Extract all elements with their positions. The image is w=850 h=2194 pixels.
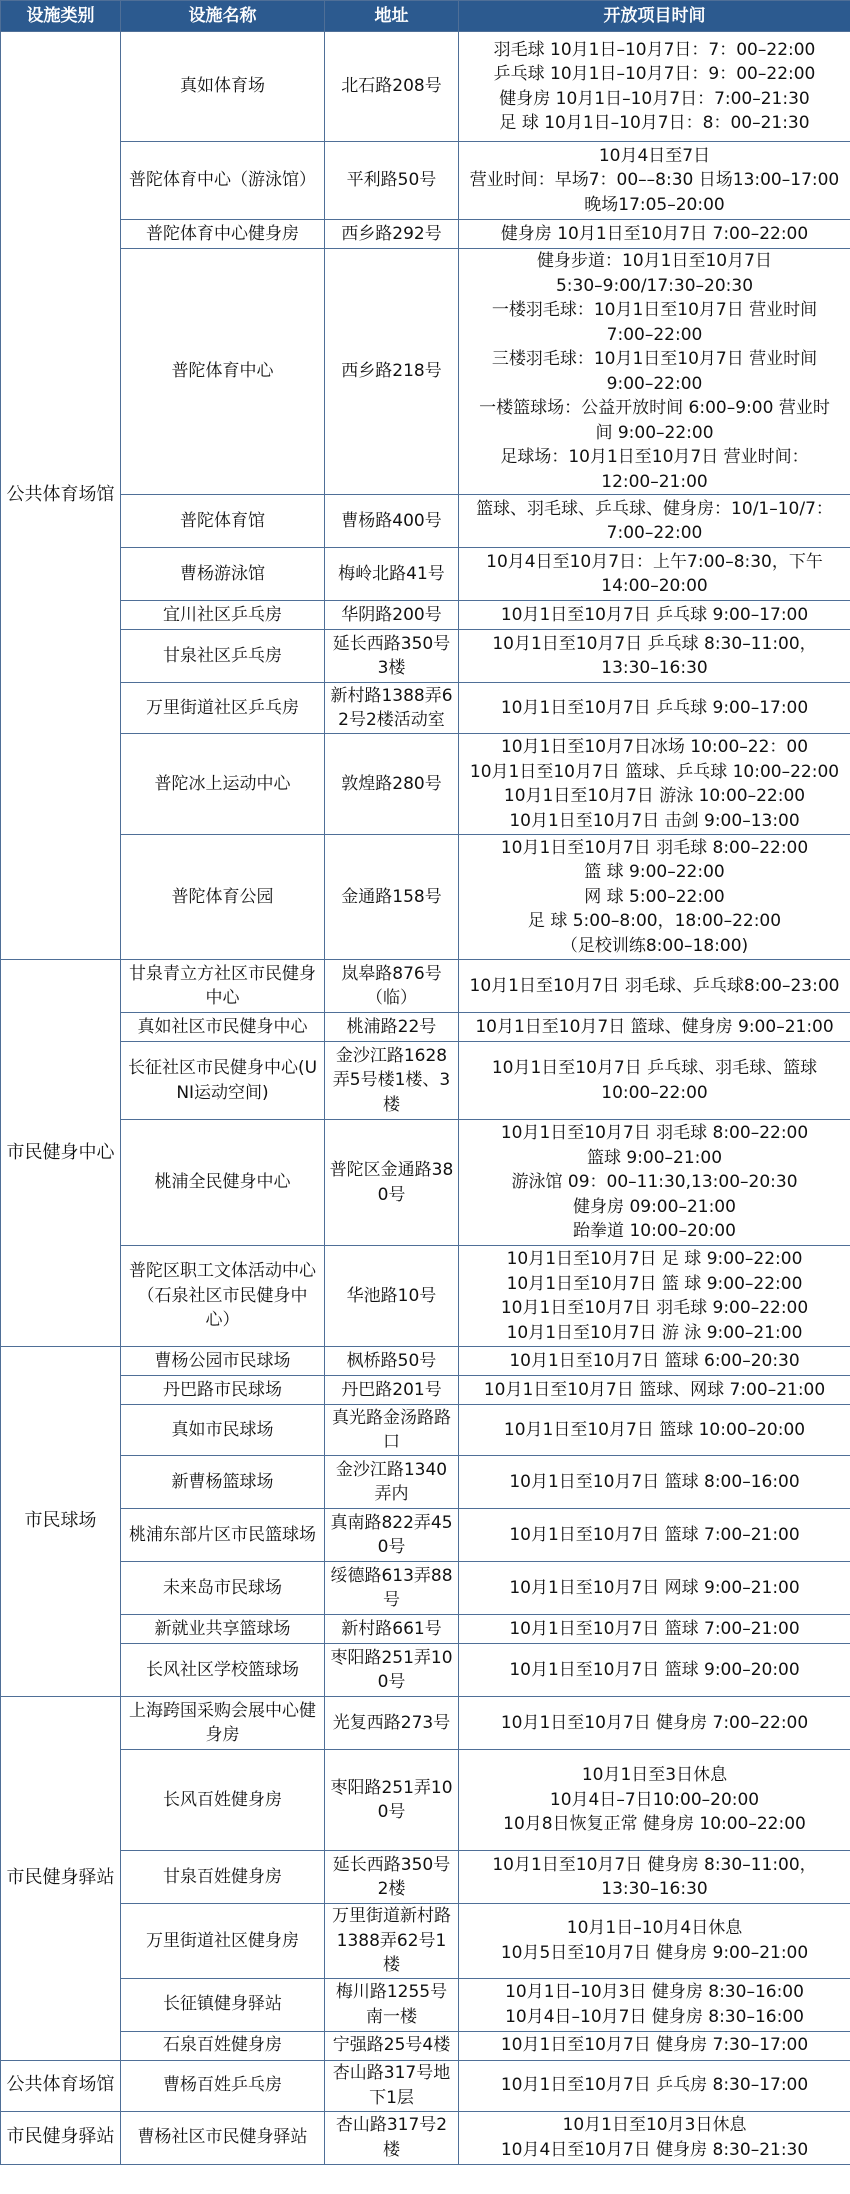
hours-cell — [459, 1456, 850, 1509]
facility-name-cell: 普陀体育中心健身房 — [121, 220, 325, 249]
hours-line: 10月1日至10月7日 健身房 7:30–17:00 — [500, 2035, 809, 2056]
hours-line: 篮球 9:00–21:00 — [586, 1147, 723, 1168]
table-row — [1, 835, 850, 960]
hours-cell — [459, 1120, 850, 1246]
category-cell: 市民健身驿站 — [1, 1697, 121, 2061]
table-row — [1, 1376, 850, 1405]
table-row — [1, 495, 850, 548]
hours-line: 网 球 5:00–22:00 — [584, 886, 725, 907]
hours-line: 10月1日至10月7日 健身房 8:30–11:00， — [492, 1854, 817, 1875]
hours-line: 10月1日至10月7日 篮球 7:00–21:00 — [509, 1618, 800, 1639]
hours-line: 10月1日至10月7日 羽毛球 9:00–22:00 — [500, 1298, 809, 1318]
hours-cell — [459, 2031, 850, 2060]
table-row — [1, 960, 850, 1013]
hours-cell — [459, 2111, 850, 2164]
facility-name-cell: 真如社区市民健身中心 — [121, 1013, 325, 1042]
hours-cell — [459, 1697, 850, 1750]
hours-cell — [459, 2060, 850, 2111]
facility-name-cell: 长征社区市民健身中心(UNI运动空间) — [121, 1042, 325, 1120]
hours-line: 健身房 10月1日–10月7日：7:00–21:30 — [499, 88, 810, 109]
address-cell: 梅岭北路41号 — [325, 548, 459, 601]
hours-cell — [459, 1562, 850, 1615]
hours-line: 10月1日至10月7日 篮球、乒乓球 10:00–22:00 — [469, 761, 840, 782]
address-cell: 延长西路350号2楼 — [325, 1851, 459, 1904]
table-row — [1, 220, 850, 249]
hours-line: 跆拳道 10:00–20:00 — [573, 1221, 736, 1242]
address-cell: 桃浦路22号 — [325, 1013, 459, 1042]
facility-name-cell: 桃浦全民健身中心 — [121, 1120, 325, 1246]
table-row — [1, 630, 850, 683]
hours-line: 乒乓球 10月1日–10月7日：9：00–22:00 — [493, 64, 816, 84]
address-cell: 华池路10号 — [325, 1246, 459, 1347]
hours-line: 三楼羽毛球：10月1日至10月7日 营业时间 — [491, 349, 818, 369]
table-row — [1, 1456, 850, 1509]
facility-name-cell: 曹杨公园市民球场 — [121, 1347, 325, 1376]
hours-cell — [459, 1246, 850, 1347]
hours-line: 10月1日至3日休息 — [581, 1765, 728, 1786]
facility-name-cell: 宜川社区乒乓房 — [121, 601, 325, 630]
hours-line: 篮 球 9:00–22:00 — [584, 862, 725, 883]
header-row — [1, 1, 850, 32]
table-row — [1, 601, 850, 630]
address-cell: 华阴路200号 — [325, 601, 459, 630]
hours-line: 10:00–22:00 — [601, 1082, 708, 1103]
table-row — [1, 1904, 850, 1979]
table-row — [1, 1042, 850, 1120]
facility-name-cell: 真如体育场 — [121, 32, 325, 142]
address-cell: 延长西路350号3楼 — [325, 630, 459, 683]
table-row — [1, 734, 850, 835]
hours-line: 健身步道：10月1日至10月7日 — [537, 251, 772, 271]
address-cell: 西乡路218号 — [325, 249, 459, 495]
table-row — [1, 2111, 850, 2164]
facility-name-cell: 曹杨游泳馆 — [121, 548, 325, 601]
table-row — [1, 1562, 850, 1615]
hours-line: 10月1日至10月7日 游泳 10:00–22:00 — [503, 786, 806, 806]
table-row — [1, 1120, 850, 1246]
hours-line: 一楼篮球场：公益开放时间 6:00–9:00 营业时 — [479, 398, 830, 418]
table-row — [1, 1851, 850, 1904]
hours-line: 营业时间：早场7：00––8:30 日场13:00–17:00 — [469, 170, 840, 191]
hours-line: 9:00–22:00 — [606, 373, 703, 394]
table-row — [1, 1697, 850, 1750]
hours-cell — [459, 1978, 850, 2031]
address-cell: 枣阳路251弄100号 — [325, 1750, 459, 1851]
address-cell: 西乡路292号 — [325, 220, 459, 249]
hours-line: 13:30–16:30 — [601, 1879, 708, 1899]
address-cell: 敦煌路280号 — [325, 734, 459, 835]
table-row — [1, 1644, 850, 1697]
hours-line: 10月1日至10月7日 篮球 10:00–20:00 — [503, 1419, 806, 1440]
hours-line: 10月1日至10月7日 篮球 9:00–20:00 — [509, 1659, 800, 1680]
facility-name-cell: 普陀体育中心 — [121, 249, 325, 495]
hours-line: 10月1日至10月7日 羽毛球 8:00–22:00 — [500, 837, 809, 858]
header-category: 设施类别 — [1, 1, 121, 32]
hours-cell — [459, 630, 850, 683]
facility-name-cell: 普陀体育中心（游泳馆） — [121, 142, 325, 220]
hours-cell — [459, 1615, 850, 1644]
address-cell: 平利路50号 — [325, 142, 459, 220]
hours-line: 12:00–21:00 — [601, 471, 708, 492]
table-body — [1, 32, 850, 2165]
hours-cell — [459, 1347, 850, 1376]
hours-line: 14:00–20:00 — [601, 576, 708, 596]
hours-line: 10月4日至10月7日 健身房 8:30–21:30 — [500, 2139, 809, 2160]
facility-name-cell: 长风社区学校篮球场 — [121, 1644, 325, 1697]
facility-name-cell: 普陀体育公园 — [121, 835, 325, 960]
hours-line: 足 球 10月1日–10月7日：8：00–21:30 — [499, 113, 810, 133]
hours-line: 10月1日–10月3日 健身房 8:30–16:00 — [505, 1982, 804, 2002]
address-cell: 绥德路613弄88号 — [325, 1562, 459, 1615]
hours-cell — [459, 1750, 850, 1851]
address-cell: 杏山路317号地下1层 — [325, 2060, 459, 2111]
hours-line: 10月1日至10月7日 网球 9:00–21:00 — [509, 1577, 800, 1598]
address-cell: 金沙江路1340弄内 — [325, 1456, 459, 1509]
header-hours: 开放项目时间 — [459, 1, 850, 32]
hours-line: 健身房 09:00–21:00 — [573, 1196, 736, 1217]
facility-name-cell: 新就业共享篮球场 — [121, 1615, 325, 1644]
address-cell: 丹巴路201号 — [325, 1376, 459, 1405]
address-cell: 杏山路317号2楼 — [325, 2111, 459, 2164]
facility-name-cell: 万里街道社区乒乓房 — [121, 683, 325, 734]
category-cell: 市民球场 — [1, 1347, 121, 1697]
facility-name-cell: 上海跨国采购会展中心健身房 — [121, 1697, 325, 1750]
hours-line: 10月8日恢复正常 健身房 10:00–22:00 — [503, 1814, 806, 1835]
table-row — [1, 1347, 850, 1376]
hours-line: 健身房 10月1日至10月7日 7:00–22:00 — [500, 223, 809, 244]
hours-line: 10月1日至10月7日 羽毛球、乒乓球8:00–23:00 — [469, 975, 840, 996]
hours-line: 足球场：10月1日至10月7日 营业时间： — [500, 447, 809, 467]
hours-line: 10月4日–10月7日 健身房 8:30–16:00 — [505, 2006, 804, 2027]
hours-line: 间 9:00–22:00 — [595, 422, 714, 443]
hours-line: 7:00–22:00 — [606, 324, 703, 345]
hours-line: （足校训练8:00–18:00) — [560, 935, 749, 956]
address-cell: 枫桥路50号 — [325, 1347, 459, 1376]
address-cell: 枣阳路251弄100号 — [325, 1644, 459, 1697]
address-cell: 梅川路1255号南一楼 — [325, 1978, 459, 2031]
facility-name-cell: 甘泉社区乒乓房 — [121, 630, 325, 683]
table-row — [1, 683, 850, 734]
table-row — [1, 1246, 850, 1347]
facility-name-cell: 长征镇健身驿站 — [121, 1978, 325, 2031]
hours-line: 游泳馆 09：00–11:30,13:00–20:30 — [511, 1172, 798, 1193]
hours-cell — [459, 734, 850, 835]
hours-line: 10月4日至10月7日：上午7:00–8:30，下午 — [486, 551, 823, 572]
hours-line: 10月1日至10月7日 篮球、健身房 9:00–21:00 — [475, 1016, 834, 1037]
hours-line: 10月4日至7日 — [598, 145, 711, 166]
hours-line: 10月1日至10月3日休息 — [562, 2115, 747, 2135]
hours-line: 10月1日至10月7日 乒乓球 8:30–11:00， — [492, 633, 817, 654]
table-row — [1, 32, 850, 142]
address-cell: 金通路158号 — [325, 835, 459, 960]
hours-line: 10月1日至10月7日 健身房 7:00–22:00 — [500, 1712, 809, 1733]
hours-cell — [459, 1509, 850, 1562]
address-cell: 岚皋路876号（临） — [325, 960, 459, 1013]
category-cell: 市民健身驿站 — [1, 2111, 121, 2164]
address-cell: 曹杨路400号 — [325, 495, 459, 548]
table-row — [1, 2031, 850, 2060]
hours-cell — [459, 960, 850, 1013]
hours-line: 7:00–22:00 — [606, 523, 703, 543]
hours-cell — [459, 1013, 850, 1042]
hours-line: 10月1日至10月7日冰场 10:00–22：00 — [500, 737, 809, 757]
facility-name-cell: 普陀区职工文体活动中心（石泉社区市民健身中心） — [121, 1246, 325, 1347]
address-cell: 新村路661号 — [325, 1615, 459, 1644]
hours-line: 10月1日至10月7日 乒乓球、羽毛球、篮球 — [491, 1058, 818, 1078]
address-cell: 金沙江路1628弄5号楼1楼、3楼 — [325, 1042, 459, 1120]
facility-name-cell: 桃浦东部片区市民篮球场 — [121, 1509, 325, 1562]
hours-cell — [459, 1904, 850, 1979]
hours-line: 10月5日至10月7日 健身房 9:00–21:00 — [500, 1942, 809, 1963]
category-cell: 公共体育场馆 — [1, 2060, 121, 2111]
hours-cell — [459, 1644, 850, 1697]
table-row — [1, 249, 850, 495]
address-cell: 万里街道新村路1388弄62号1楼 — [325, 1904, 459, 1979]
hours-line: 10月1日至10月7日 游 泳 9:00–21:00 — [506, 1322, 803, 1343]
header-name: 设施名称 — [121, 1, 325, 32]
hours-cell — [459, 495, 850, 548]
hours-line: 5:30–9:00/17:30–20:30 — [555, 275, 754, 296]
hours-line: 10月4日–7日10:00–20:00 — [549, 1789, 760, 1810]
hours-line: 10月1日至10月7日 击剑 9:00–13:00 — [509, 810, 800, 831]
hours-cell — [459, 835, 850, 960]
address-cell: 新村路1388弄62号2楼活动室 — [325, 683, 459, 734]
facility-name-cell: 普陀冰上运动中心 — [121, 734, 325, 835]
table-row — [1, 1509, 850, 1562]
facility-name-cell: 普陀体育馆 — [121, 495, 325, 548]
table-row — [1, 142, 850, 220]
hours-cell — [459, 1405, 850, 1456]
hours-line: 10月1日至10月7日 羽毛球 8:00–22:00 — [500, 1123, 809, 1144]
facility-name-cell: 甘泉青立方社区市民健身中心 — [121, 960, 325, 1013]
hours-line: 13:30–16:30 — [601, 658, 708, 678]
table-row — [1, 1750, 850, 1851]
facility-name-cell: 曹杨百姓乒乓房 — [121, 2060, 325, 2111]
hours-line: 10月1日至10月7日 乒乓房 8:30–17:00 — [500, 2075, 809, 2096]
header-address: 地址 — [325, 1, 459, 32]
table-row — [1, 1978, 850, 2031]
table-row — [1, 2060, 850, 2111]
category-cell: 公共体育场馆 — [1, 32, 121, 960]
hours-line: 10月1日至10月7日 乒乓球 9:00–17:00 — [500, 604, 809, 625]
hours-line: 10月1日至10月7日 足 球 9:00–22:00 — [506, 1249, 803, 1269]
hours-line: 羽毛球 10月1日–10月7日：7：00–22:00 — [493, 39, 816, 60]
table-row — [1, 1615, 850, 1644]
hours-cell — [459, 142, 850, 220]
hours-cell — [459, 1376, 850, 1405]
facility-name-cell: 曹杨社区市民健身驿站 — [121, 2111, 325, 2164]
hours-cell — [459, 683, 850, 734]
facility-name-cell: 甘泉百姓健身房 — [121, 1851, 325, 1904]
facility-name-cell: 丹巴路市民球场 — [121, 1376, 325, 1405]
hours-cell — [459, 220, 850, 249]
address-cell: 真南路822弄450号 — [325, 1509, 459, 1562]
address-cell: 光复西路273号 — [325, 1697, 459, 1750]
facility-name-cell: 未来岛市民球场 — [121, 1562, 325, 1615]
table-row — [1, 1405, 850, 1456]
hours-cell — [459, 548, 850, 601]
facility-name-cell: 新曹杨篮球场 — [121, 1456, 325, 1509]
facility-name-cell: 石泉百姓健身房 — [121, 2031, 325, 2060]
hours-line: 篮球、羽毛球、乒乓球、健身房：10/1–10/7： — [476, 498, 833, 519]
address-cell: 宁强路25号4楼 — [325, 2031, 459, 2060]
table-row — [1, 1013, 850, 1042]
facility-name-cell: 长风百姓健身房 — [121, 1750, 325, 1851]
hours-cell — [459, 32, 850, 142]
hours-line: 一楼羽毛球：10月1日至10月7日 营业时间 — [491, 300, 818, 320]
facility-name-cell: 真如市民球场 — [121, 1405, 325, 1456]
hours-line: 晚场17:05–20:00 — [584, 194, 725, 215]
hours-line: 10月1日至10月7日 篮球 8:00–16:00 — [509, 1471, 800, 1492]
hours-line: 10月1日至10月7日 篮球 6:00–20:30 — [509, 1350, 800, 1371]
hours-cell — [459, 249, 850, 495]
hours-line: 10月1日至10月7日 篮球、网球 7:00–21:00 — [483, 1379, 826, 1400]
address-cell: 普陀区金通路380号 — [325, 1120, 459, 1246]
hours-line: 10月1日–10月4日休息 — [566, 1918, 743, 1939]
hours-line: 10月1日至10月7日 篮 球 9:00–22:00 — [506, 1273, 803, 1294]
hours-line: 10月1日至10月7日 篮球 7:00–21:00 — [509, 1524, 800, 1545]
hours-cell — [459, 1851, 850, 1904]
hours-line: 足 球 5:00–8:00，18:00–22:00 — [527, 911, 782, 932]
table-row — [1, 548, 850, 601]
hours-cell — [459, 1042, 850, 1120]
address-cell: 真光路金汤路路口 — [325, 1405, 459, 1456]
facility-name-cell: 万里街道社区健身房 — [121, 1904, 325, 1979]
hours-cell — [459, 601, 850, 630]
hours-line: 10月1日至10月7日 乒乓球 9:00–17:00 — [500, 697, 809, 718]
category-cell: 市民健身中心 — [1, 960, 121, 1347]
address-cell: 北石路208号 — [325, 32, 459, 142]
